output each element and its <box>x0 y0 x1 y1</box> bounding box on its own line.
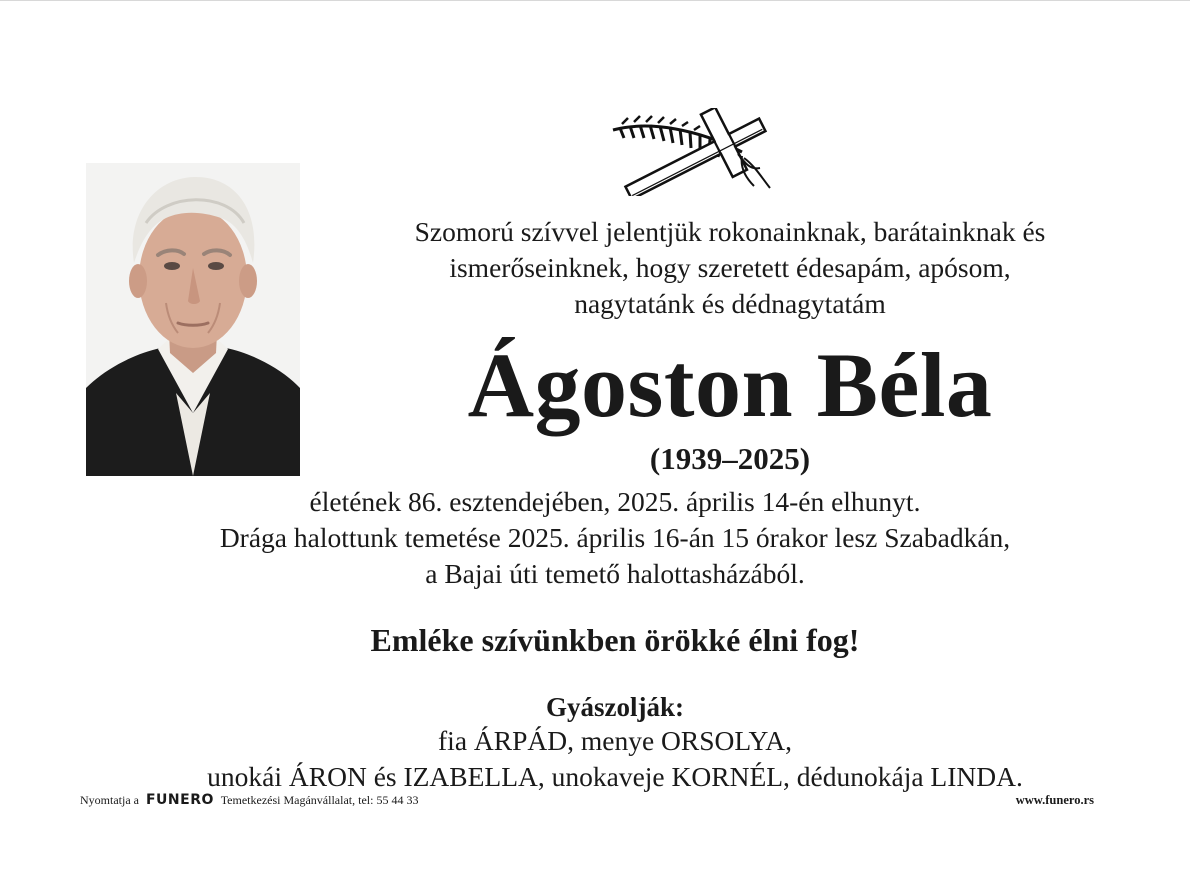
mourners-line: unokái ÁRON és IZABELLA, unokaveje KORNÉL, dédunokája LINDA. <box>207 761 1023 792</box>
intro-line: Szomorú szívvel jelentjük rokonainknak, barátainknak és <box>414 216 1046 247</box>
printer-credit <box>80 792 418 808</box>
funeral-details <box>100 484 1130 592</box>
mourners-list <box>80 723 1150 795</box>
intro-line: nagytatánk és dédnagytatám <box>574 288 886 319</box>
printed-by-label: Nyomtatja a <box>80 793 139 807</box>
intro-line: ismerőseinknek, hogy szeretett édesapám, apósom, <box>449 252 1011 283</box>
funero-logo: FUNERO <box>145 792 214 808</box>
portrait-photo <box>86 163 300 476</box>
life-dates: (1939–2025) <box>649 441 811 476</box>
mourners-heading: Gyászolják: <box>546 692 684 722</box>
top-divider <box>0 0 1190 1</box>
website-link[interactable]: www.funero.rs <box>1015 793 1094 807</box>
cross-with-palm-branch-icon <box>610 108 775 196</box>
detail-line: a Bajai úti temető halottasházából. <box>425 558 805 589</box>
announcement-intro <box>340 214 1120 322</box>
deceased-name: Ágoston Béla <box>467 334 993 436</box>
detail-line: életének 86. esztendejében, 2025. április 14-én elhunyt. <box>309 486 921 517</box>
memorial-motto: Emléke szívünkben örökké élni fog! <box>370 622 860 658</box>
detail-line: Drága halottunk temetése 2025. április 16-án 15 órakor lesz Szabadkán, <box>219 522 1011 553</box>
company-info: Temetkezési Magánvállalat, tel: 55 44 33 <box>220 793 419 807</box>
mourners-line: fia ÁRPÁD, menye ORSOLYA, <box>438 725 792 756</box>
